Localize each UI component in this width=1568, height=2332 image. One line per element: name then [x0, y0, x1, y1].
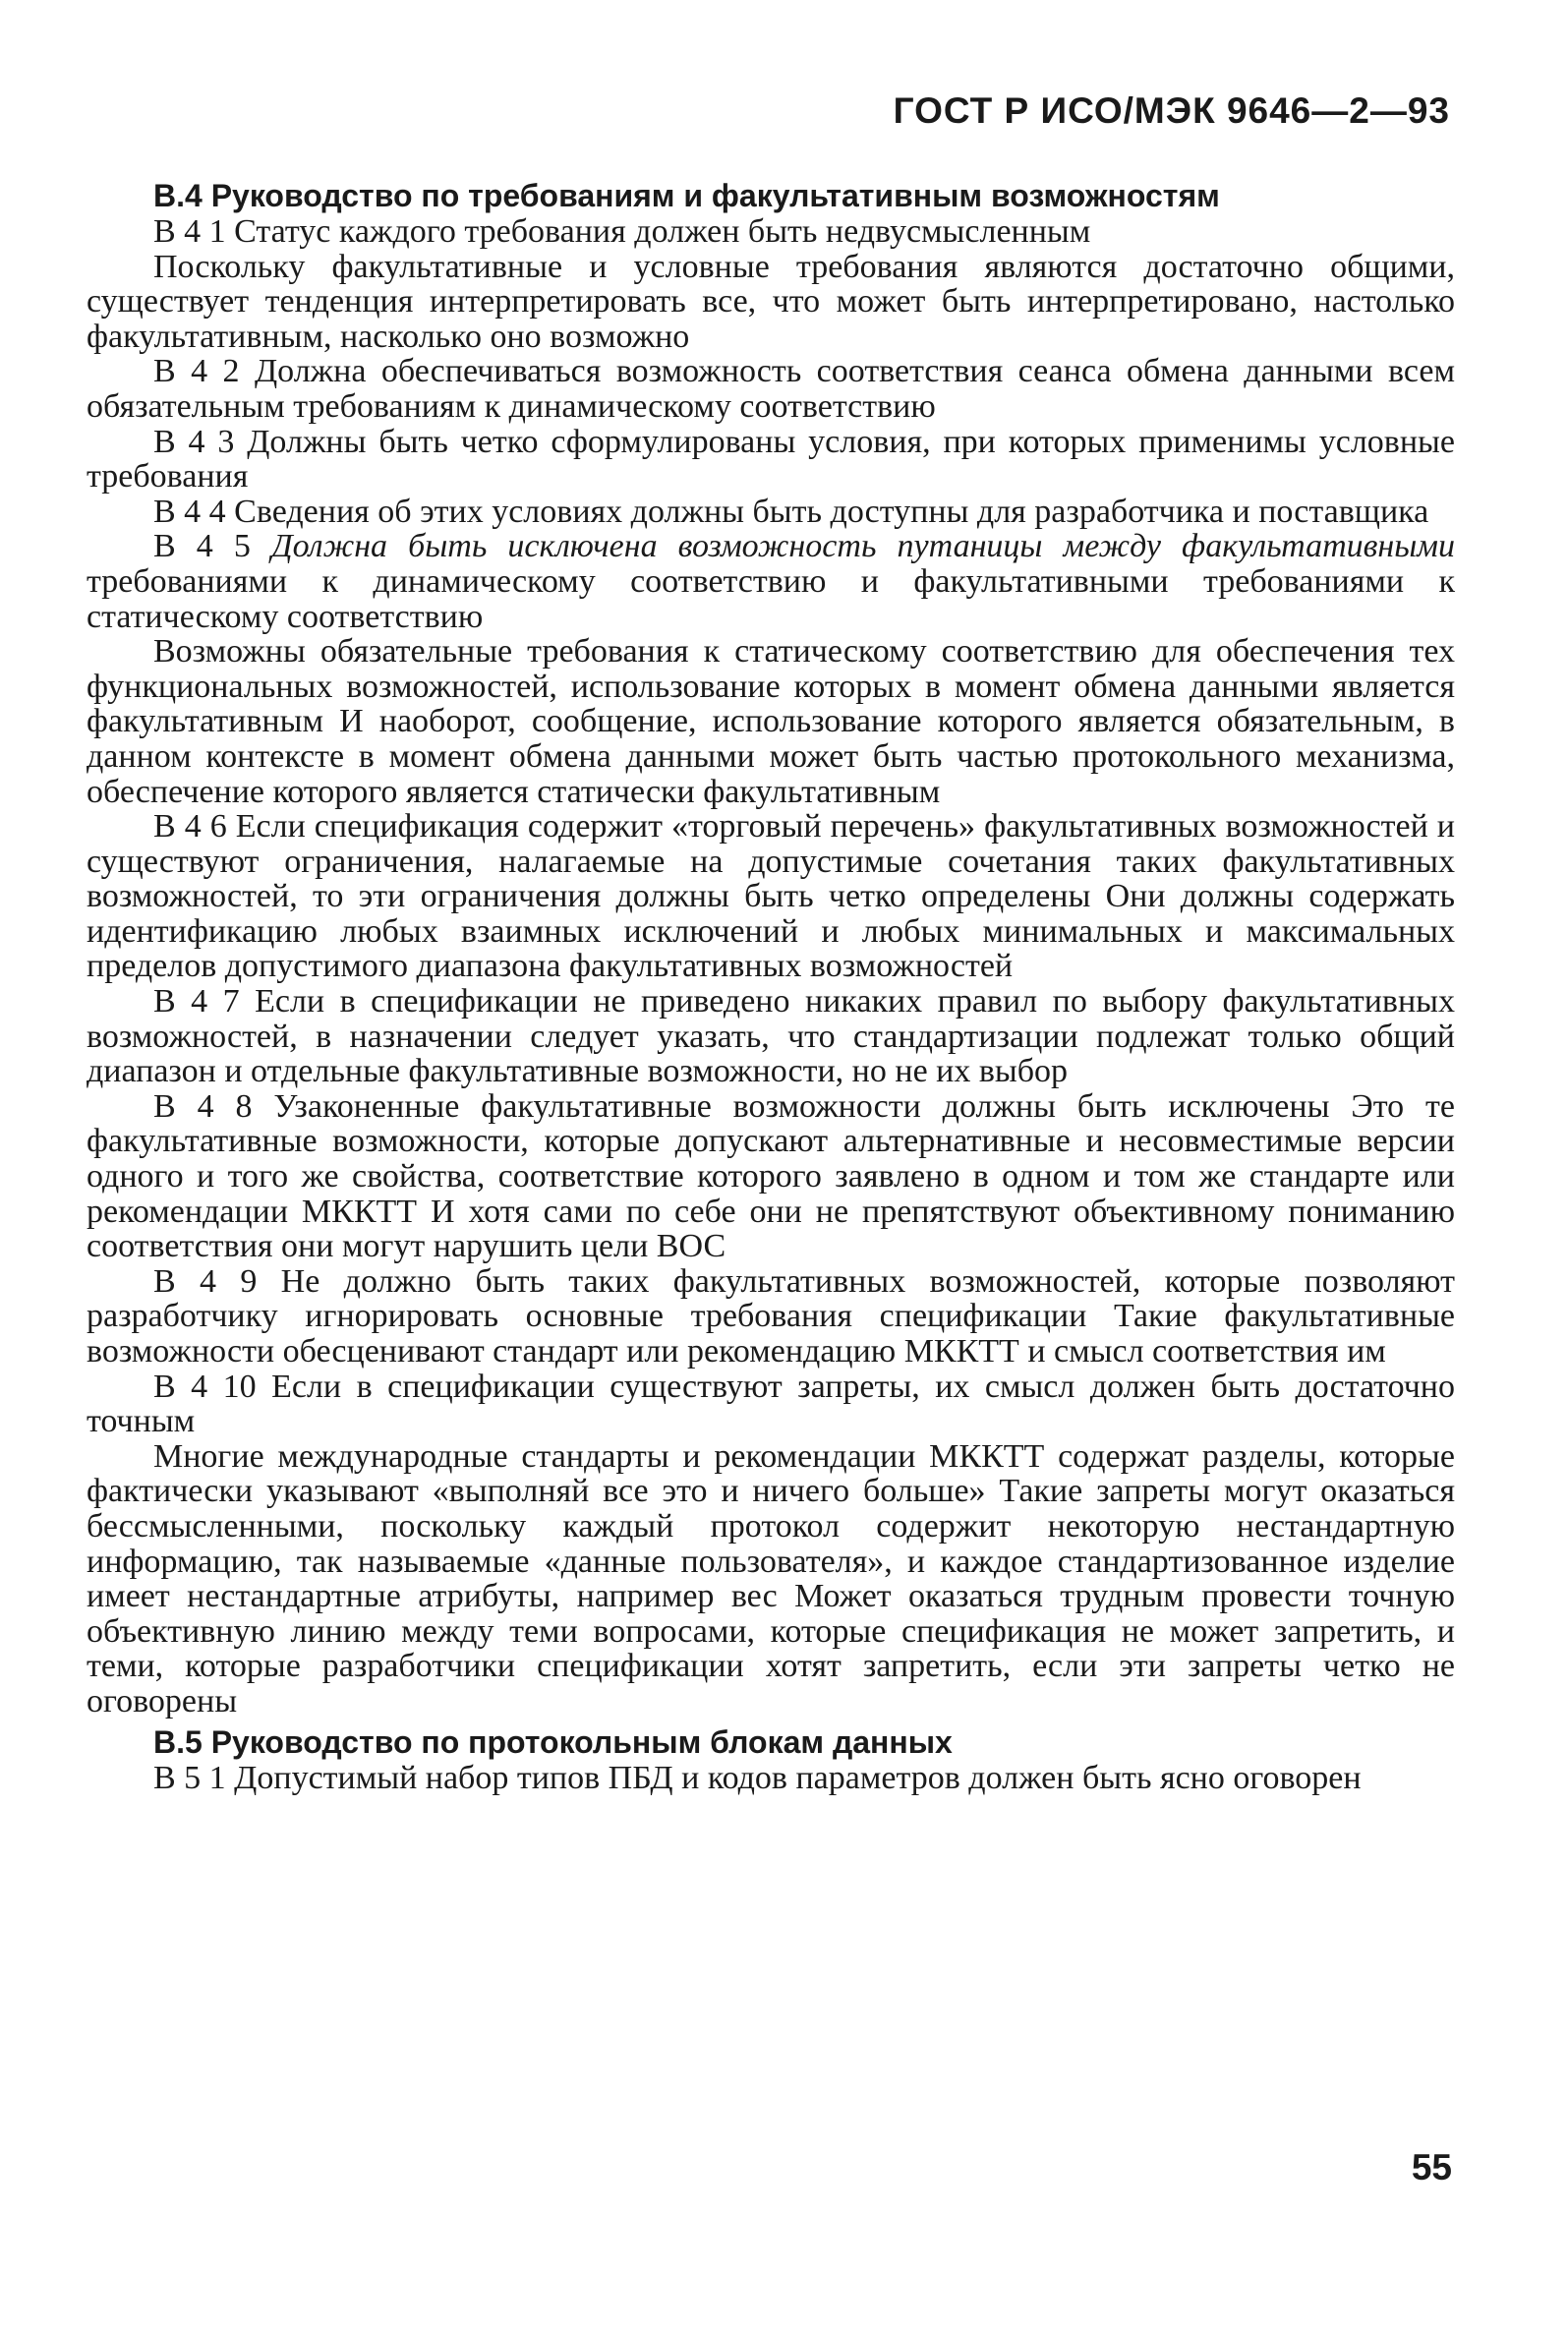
page-number: 55	[1411, 2147, 1452, 2187]
paragraph-b4-5-lead: В 4 5	[153, 528, 271, 565]
paragraph-b4-6: В 4 6 Если спецификация содержит «торговый перечень» факультативных возможностей и существуют ограничения, налагаемые на допустимые сочетания таких факультативных возможностей, то эти ограничения должны быть четко определены Они должны содержать идентификацию любых взаимных исключений и любых минимальных и максимальных пределов допустимого диапазона факультативных возможностей	[87, 808, 1455, 985]
section-b5-title: В.5 Руководство по протокольным блокам данных	[153, 1723, 953, 1760]
section-b4-title: В.4 Руководство по требованиям и факультативным возможностям	[153, 178, 1220, 213]
paragraph-b4-5-italic: Должна быть исключена возможность путаницы между факультативными	[270, 528, 1455, 565]
paragraph-b4-5-explanation: Возможны обязательные требования к статическому соответствию для обеспечения тех функциональных возможностей, использование которых в момент обмена данными является факультативным И наоборот, сообщение, использование которого является обязательным, в данном контексте в момент обмена данными может быть частью протокольного механизма, обеспечение которого является статически факультативным	[87, 633, 1455, 810]
paragraph-b4-1: В 4 1 Статус каждого требования должен быть недвусмысленным	[153, 213, 1091, 250]
paragraph-b5-1: В 5 1 Допустимый набор типов ПБД и кодов параметров должен быть ясно оговорен	[153, 1759, 1362, 1796]
standard-header: ГОСТ Р ИСО/МЭК 9646—2—93	[893, 90, 1450, 131]
document-body	[87, 177, 1455, 1795]
paragraph-b4-10: В 4 10 Если в спецификации существуют запреты, их смысл должен быть достаточно точным	[87, 1368, 1455, 1440]
paragraph-b4-4: В 4 4 Сведения об этих условиях должны быть доступны для разработчика и поставщика	[153, 493, 1429, 530]
paragraph-b4-1-explanation: Поскольку факультативные и условные требования являются достаточно общими, существует тенденция интерпретировать все, что может быть интерпретировано, настолько факультативным, насколько оно возможно	[87, 248, 1455, 355]
paragraph-b4-10-explanation: Многие международные стандарты и рекомендации МККТТ содержат разделы, которые фактически указывают «выполняй все это и ничего больше» Такие запреты могут оказаться бессмысленными, поскольку каждый протокол содержит некоторую нестандартную информацию, так называемые «данные пользователя», и каждое стандартизованное изделие имеет нестандартные атрибуты, например вес Может оказаться трудным провести точную объективную линию между теми вопросами, которые спецификация не может запретить, и теми, которые разработчики спецификации хотят запретить, если эти запреты четко не оговорены	[87, 1437, 1455, 1720]
paragraph-b4-3: В 4 3 Должны быть четко сформулированы условия, при которых применимы условные требования	[87, 423, 1455, 496]
paragraph-b4-5-rest: требованиями к динамическому соответствию и факультативными требованиями к статическому соответствию	[87, 562, 1455, 635]
paragraph-b4-2: В 4 2 Должна обеспечиваться возможность соответствия сеанса обмена данными всем обязательным требованиям к динамическому соответствию	[87, 353, 1455, 425]
paragraph-b4-7: В 4 7 Если в спецификации не приведено никаких правил по выбору факультативных возможностей, в назначении следует указать, что стандартизации подлежат только общий диапазон и отдельные факультативные возможности, но не их выбор	[87, 983, 1455, 1090]
paragraph-b4-5	[87, 529, 1455, 634]
paragraph-b4-8: В 4 8 Узаконенные факультативные возможности должны быть исключены Это те факультативные возможности, которые допускают альтернативные и несовместимые версии одного и того же свойства, соответствие которого заявлено в одном и том же стандарте или рекомендации МККТТ И хотя сами по себе они не препятствуют объективному пониманию соответствия они могут нарушить цели ВОС	[87, 1087, 1455, 1265]
paragraph-b4-9: В 4 9 Не должно быть таких факультативных возможностей, которые позволяют разработчику игнорировать основные требования спецификации Такие факультативные возможности обесценивают стандарт или рекомендацию МККТТ и смысл соответствия им	[87, 1262, 1455, 1370]
